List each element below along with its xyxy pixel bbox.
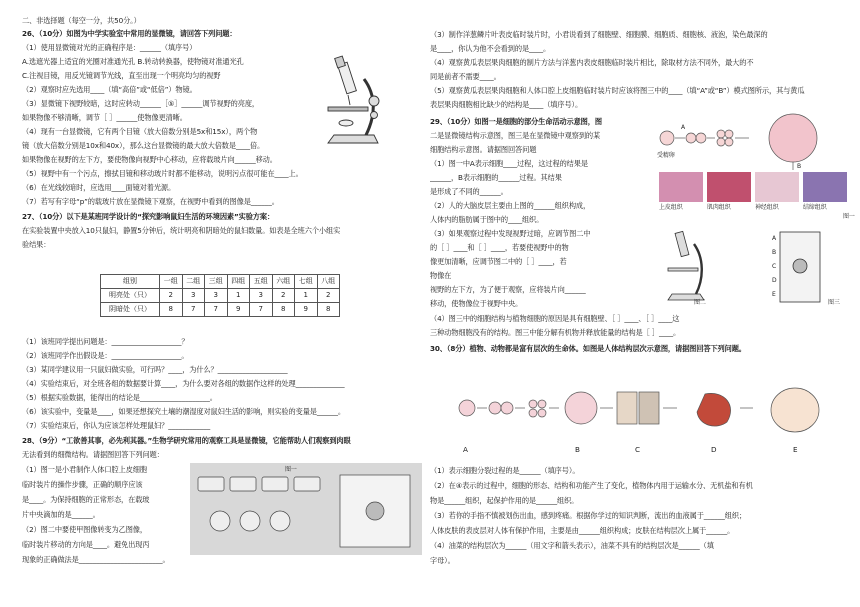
q26-line: （1）使用显微镜对光的正确程序是：______（填序号）	[22, 43, 197, 52]
q30-line: 人体皮肤的表皮层对人体有保护作用，主要是由______组织构成；皮肤在结构层次上属于______。	[430, 526, 735, 535]
fig-label: 图二	[694, 299, 706, 306]
cell-part-label: C	[772, 263, 777, 270]
table-cell: 2	[160, 289, 183, 303]
tissue-image	[659, 172, 703, 202]
tissue-label: 结缔组织	[803, 204, 827, 211]
q29-line: 细胞结构示意图。请据图回答问题	[430, 145, 537, 154]
q29-line: 视野的左下方，为了便于观察，应将装片向______	[430, 285, 586, 294]
q26-line: 如果物像不够清晰，调节［ ］______使物像更清晰。	[22, 113, 187, 122]
q28-line: 片中央滴加的是______。	[22, 510, 100, 519]
q26-line: （5）视野中有一个污点，擦拭目镜和移动玻片时都不能移动，说明污点很可能在____上。	[22, 169, 303, 178]
q26-title: 26、（10分）如图为中学实验室中常用的显微镜，请回答下列问题：	[22, 29, 237, 38]
q29-title: 29、（10分）如图一是细胞的部分生命活动示意图，图	[430, 117, 602, 126]
stage-label: C	[635, 445, 640, 454]
tissue-label: 肌肉组织	[707, 204, 731, 211]
q28-cont-line: （5）观察黄瓜表层果肉细胞和人体口腔上皮细胞临时装片时应该将图三中的____（填“A”或“B”）模式图所示，其与黄瓜	[430, 86, 805, 95]
fig-label: B	[797, 163, 802, 170]
section-title: 二、非选择题（每空一分，共50分。）	[22, 16, 141, 25]
tissue-image	[803, 172, 847, 202]
table-cell: 四组	[227, 275, 250, 289]
table-cell: 3	[205, 289, 228, 303]
q30-line: 字母）。	[430, 556, 455, 565]
table-cell: 9	[295, 303, 318, 317]
table-cell: 8	[160, 303, 183, 317]
woodlouse-table	[100, 274, 340, 317]
q30-line: （2）在④表示的过程中，细胞的形态、结构和功能产生了变化，植物体内用于运输水分、无机盐和有机	[430, 481, 753, 490]
q29-line: （2）人的大脑皮层主要由上图的______组织构成，	[430, 201, 591, 210]
cell-part-label: B	[772, 249, 777, 256]
q29-line: 像更加清晰，应调节图二中的［ ］____，若	[430, 257, 567, 266]
table-cell: 组别	[101, 275, 160, 289]
q28-line: 临时装片的操作步骤，正确的顺序应该	[22, 480, 143, 489]
q26-line: （6）在光线较暗时，应选用____面镜对着光源。	[22, 183, 176, 192]
q27-line: （2）该班同学作出假设是：____________________。	[22, 351, 189, 360]
table-cell: 八组	[317, 275, 340, 289]
fig-label: 图一	[285, 466, 297, 473]
table-cell: 3	[182, 289, 205, 303]
q26-line: 如果物像在视野的左下方，要使物像向视野中心移动，应将载玻片向______移动。	[22, 155, 277, 164]
q27-line: （1）该班同学提出问题是：____________________？	[22, 337, 189, 346]
q27-title: 27、（10分）以下是某班同学设计的“探究影响鼠妇生活的环境因素”实验方案：	[22, 212, 275, 221]
q28-title: 28、（9分）“工欲善其事，必先利其器。”生物学研究常用的观察工具是显微镜，它能帮助人们观察到肉眼	[22, 436, 351, 445]
q27-line: （6）该实验中，变量是____，如果还想探究土壤的潮湿度对鼠妇生活的影响，则实验的变量是______。	[22, 407, 345, 416]
table-row	[101, 303, 340, 317]
table-cell: 3	[250, 289, 273, 303]
q30-line: （4）油菜的结构层次为______（用文字和箭头表示），油菜不具有的结构层次是______（填	[430, 541, 714, 550]
q27-line: （7）实验结束后，你认为应该怎样处理鼠妇？____________	[22, 421, 211, 430]
table-cell: 7	[182, 303, 205, 317]
table-cell: 1	[295, 289, 318, 303]
stage-label: E	[793, 445, 798, 454]
cell-part-label: A	[772, 235, 777, 242]
q26-line: （2）观察时应先选用____（填“高倍”或“低倍”）物镜。	[22, 85, 197, 94]
table-cell: 三组	[205, 275, 228, 289]
table-cell: 五组	[250, 275, 273, 289]
q29-line: 物像在	[430, 271, 452, 280]
cell-division-figure	[653, 112, 858, 222]
fig-label: 受精卵	[657, 152, 675, 159]
stage-label: D	[711, 445, 717, 454]
table-header-row	[101, 275, 340, 289]
q28-line: 现象的正确做法是________________________。	[22, 555, 170, 564]
tissue-image	[707, 172, 751, 202]
q30-line: （3）若你的手指不慎被划伤出血，感到疼痛。根据你学过的知识判断，流出的血液属于______组织；	[430, 511, 747, 520]
q29-line: 的［ ］____和［ ］____，若要使视野中的物	[430, 243, 569, 252]
table-cell: 六组	[272, 275, 295, 289]
q28-cont-line: （4）观察黄瓜表层果肉细胞的制片方法与洋葱内表皮细胞临时装片相比，除取材方法不同外，最大的不	[430, 58, 754, 67]
q26-line: （7）若写有字母“p”的载玻片放在显微镜下观察，在视野中看到的图像是______。	[22, 197, 279, 206]
q29-line: 三种动物细胞没有的结构。图三中能分解有机物并释放能量的结构是［ ］____。	[430, 328, 681, 337]
table-cell: 一组	[160, 275, 183, 289]
q28-cont-line: （3）制作洋葱鳞片叶表皮临时装片时，小君说看到了细胞壁、细胞膜、细胞质、细胞核、液泡，染色最深的	[430, 30, 768, 39]
table-cell: 2	[272, 289, 295, 303]
q28-cont-line: 表层果肉细胞相比缺少的结构是____（填序号）。	[430, 100, 583, 109]
q27-intro: 在实验装置中央放入10只鼠妇，静置5分钟后，统计明亮和阴暗处的鼠妇数量。如表是全班六个小组实	[22, 226, 341, 235]
q29-line: 是形成了不同的______。	[430, 187, 508, 196]
table-row	[101, 289, 340, 303]
q28-line: 临时装片移动的方向是____。避免出现丙	[22, 540, 150, 549]
q26-line: （3）显微镜下视野较暗，这时应转动______［⑤］______调节视野的亮度，	[22, 99, 260, 108]
table-cell: 8	[272, 303, 295, 317]
table-cell: 8	[317, 303, 340, 317]
fig-label: A	[681, 124, 686, 131]
q27-line: （4）实验结束后，对全班各组的数据要计算____，为什么要对各组的数据作这样的处理______________	[22, 379, 345, 388]
cell-part-label: D	[772, 277, 777, 284]
q30-title: 30、（8分）植物、动物都是富有层次的生命体。如图是人体结构层次示意图，请据图回答下列问题。	[430, 344, 746, 353]
q29-line: ______，B表示细胞的______过程。其结果	[430, 173, 562, 182]
q28-figure	[190, 463, 422, 555]
table-cell: 七组	[295, 275, 318, 289]
q26-line: （4）现有一台显微镜，它有两个目镜（放大倍数分别是5x和15x），两个物	[22, 127, 258, 136]
table-cell: 7	[205, 303, 228, 317]
table-cell: 二组	[182, 275, 205, 289]
tissue-label: 上皮组织	[659, 204, 683, 211]
fig-label: 图三	[828, 299, 840, 306]
q29-line: （4）图三中的细胞结构与植物细胞的原因是具有细胞壁、［ ］____、［ ］____这	[430, 314, 680, 323]
tissue-image	[755, 172, 799, 202]
table-cell: 明亮处（只）	[101, 289, 160, 303]
q28-line: 是____。为保持细胞的正常形态，在载玻	[22, 495, 150, 504]
stage-label: A	[463, 445, 468, 454]
table-cell: 9	[227, 303, 250, 317]
q29-line: 人体内的脂肪属于图中的____组织。	[430, 215, 544, 224]
microscope-and-cell-figure	[660, 228, 850, 308]
q30-line: （1）表示细胞分裂过程的是______（填序号）。	[430, 466, 580, 475]
q28-line: （1）图一是小君制作人体口腔上皮细胞	[22, 465, 147, 474]
fig-label: 图一	[843, 213, 855, 220]
table-cell: 7	[250, 303, 273, 317]
q28-line: （2）图二中要使甲图像转变为乙图像，	[22, 525, 147, 534]
q30-line: 物是______组织，起保护作用的是______组织。	[430, 496, 579, 505]
q28-cont-line: 同是前者不需要____。	[430, 72, 501, 81]
right-column	[430, 0, 860, 607]
q27-line: （5）根据实验数据，能得出的结论是____________________。	[22, 393, 217, 402]
q29-line: （3）如果观察过程中发现视野过暗，应调节图二中	[430, 229, 591, 238]
q26-line: 镜（放大倍数分别是10x和40x），那么这台显微镜的最大放大倍数是____倍。	[22, 141, 265, 150]
body-hierarchy-figure	[455, 386, 840, 456]
table-cell: 1	[227, 289, 250, 303]
q29-line: 二是显微镜结构示意图，图三是在显微镜中观察到的某	[430, 131, 601, 140]
stage-label: B	[575, 445, 580, 454]
q27-line: （3）某同学建议用一只鼠妇做实验，可行吗？____，为什么？____________________	[22, 365, 288, 374]
q28-cont-line: 是____，你认为他不会看到的是____。	[430, 44, 551, 53]
table-cell: 阴暗处（只）	[101, 303, 160, 317]
q29-line: 移动，使物像位于视野中央。	[430, 299, 523, 308]
microscope-figure	[318, 55, 396, 153]
q28-title2: 无法看到的细微结构。请据图回答下列问题：	[22, 450, 164, 459]
q26-line: A.选遮光器上适宜的光圈对准通光孔 B.转动转换器，使物镜对准通光孔	[22, 57, 244, 66]
q29-line: （1）图一中A表示细胞____过程，这过程的结果是	[430, 159, 588, 168]
q27-intro: 验结果：	[22, 240, 51, 249]
cell-part-label: E	[772, 291, 776, 298]
q26-line: C.注视目镜，用反光镜调节光线，直至出现一个明亮均匀的视野	[22, 71, 221, 80]
table-cell: 2	[317, 289, 340, 303]
tissue-label: 神经组织	[755, 204, 779, 211]
